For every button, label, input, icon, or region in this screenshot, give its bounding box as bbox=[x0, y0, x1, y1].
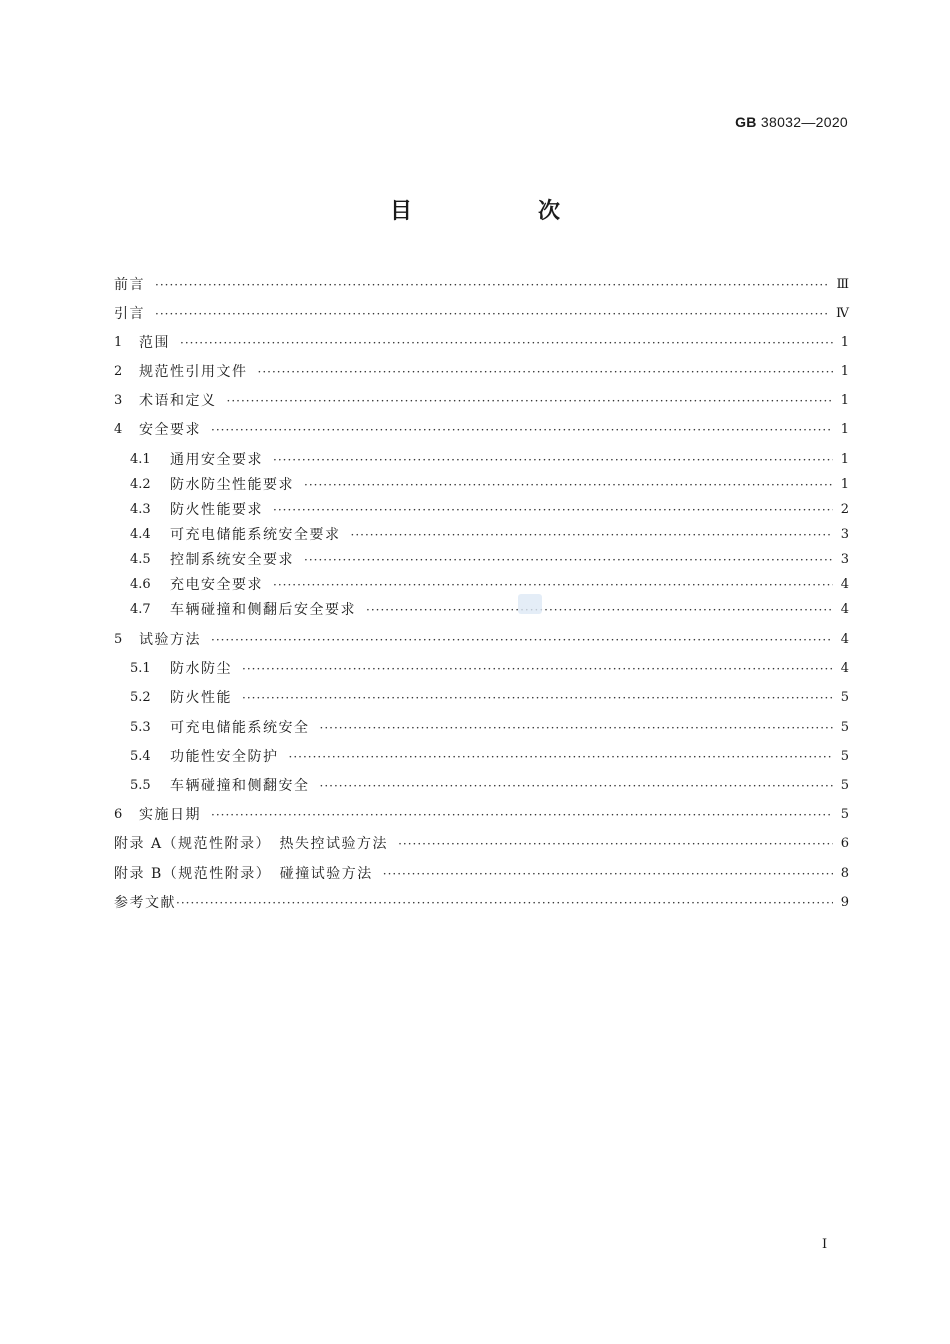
toc-entry-number: 4.1 bbox=[130, 452, 151, 467]
dot-leader bbox=[289, 747, 833, 767]
toc-entry-page: 1 bbox=[840, 477, 849, 492]
toc-entry-page: 1 bbox=[840, 364, 849, 379]
toc-entry[interactable] bbox=[114, 864, 849, 884]
dot-leader bbox=[155, 275, 828, 295]
toc-entry-page: 5 bbox=[840, 807, 849, 822]
toc-entry[interactable] bbox=[114, 333, 849, 353]
toc-entry-page: 5 bbox=[840, 778, 849, 793]
toc-entry[interactable] bbox=[130, 450, 849, 470]
toc-entry[interactable] bbox=[130, 575, 849, 595]
toc-entry-label: 附录 B（规范性附录） 碰撞试验方法 bbox=[114, 866, 373, 882]
toc-entry[interactable] bbox=[130, 475, 849, 495]
toc-entry-label: 附录 A（规范性附录） 热失控试验方法 bbox=[114, 836, 389, 852]
toc-entry-label: 可充电储能系统安全 bbox=[170, 720, 310, 736]
toc-entry[interactable] bbox=[130, 688, 849, 708]
toc-entry-page: 1 bbox=[840, 452, 849, 467]
dot-leader bbox=[383, 864, 833, 884]
toc-entry[interactable] bbox=[130, 776, 849, 796]
toc-entry-label: 防火性能要求 bbox=[170, 502, 263, 518]
toc-entry[interactable] bbox=[114, 391, 849, 411]
dot-leader bbox=[227, 391, 833, 411]
dot-leader bbox=[258, 362, 833, 382]
toc-entry-number: 5 bbox=[114, 632, 123, 647]
toc-entry-page: 1 bbox=[840, 335, 849, 350]
toc-entry-number: 4.4 bbox=[130, 527, 151, 542]
toc-entry-number: 4 bbox=[114, 422, 123, 437]
toc-entry-page: 2 bbox=[840, 502, 849, 517]
toc-entry-number: 5.3 bbox=[130, 720, 151, 735]
toc-entry-page: 4 bbox=[840, 602, 849, 617]
toc-entry-page: 6 bbox=[840, 836, 849, 851]
toc-entry-page: 8 bbox=[840, 866, 849, 881]
dot-leader bbox=[180, 333, 833, 353]
toc-entry-number: 4.6 bbox=[130, 577, 151, 592]
toc-entry-label: 安全要求 bbox=[139, 422, 201, 438]
toc-entry-page: 4 bbox=[840, 577, 849, 592]
dot-leader bbox=[273, 575, 833, 595]
toc-entry[interactable] bbox=[114, 834, 849, 854]
toc-entry[interactable] bbox=[130, 747, 849, 767]
toc-entry-number: 4.5 bbox=[130, 552, 151, 567]
toc-entry-number: 6 bbox=[114, 807, 123, 822]
dot-leader bbox=[320, 718, 833, 738]
toc-entry-label: 参考文献 bbox=[114, 895, 176, 911]
toc-entry-label: 试验方法 bbox=[139, 632, 201, 648]
dot-leader bbox=[242, 688, 833, 708]
toc-entry[interactable] bbox=[114, 893, 849, 913]
toc-entry[interactable] bbox=[130, 550, 849, 570]
toc-entry-page: 5 bbox=[840, 749, 849, 764]
toc-entry-page: 3 bbox=[840, 527, 849, 542]
toc-entry-page: 9 bbox=[840, 895, 849, 910]
toc-entry-page: 1 bbox=[840, 393, 849, 408]
toc-entry-number: 4.3 bbox=[130, 502, 151, 517]
doc-prefix: GB bbox=[735, 114, 757, 130]
doc-number: 38032—2020 bbox=[760, 114, 848, 130]
toc-entry[interactable] bbox=[114, 304, 849, 324]
dot-leader bbox=[351, 525, 833, 545]
page-title: 目 次 bbox=[389, 199, 612, 224]
toc-entry-label: 引言 bbox=[114, 306, 145, 322]
toc-entry[interactable] bbox=[130, 659, 849, 679]
dot-leader bbox=[176, 893, 833, 913]
toc-entry-label: 防火性能 bbox=[170, 690, 232, 706]
toc-entry[interactable] bbox=[130, 500, 849, 520]
toc-entry[interactable] bbox=[114, 275, 849, 295]
toc-entry-label: 车辆碰撞和侧翻后安全要求 bbox=[170, 602, 356, 618]
toc-entry-label: 通用安全要求 bbox=[170, 452, 263, 468]
toc-entry-label: 规范性引用文件 bbox=[139, 364, 248, 380]
toc-entry-page: 5 bbox=[840, 720, 849, 735]
toc-entry[interactable] bbox=[114, 805, 849, 825]
document-code bbox=[735, 114, 848, 130]
dot-leader bbox=[304, 475, 833, 495]
toc-entry-number: 4.7 bbox=[130, 602, 151, 617]
dot-leader bbox=[211, 630, 833, 650]
toc-entry[interactable] bbox=[114, 420, 849, 440]
toc-entry[interactable] bbox=[130, 600, 849, 620]
toc-entry-label: 功能性安全防护 bbox=[170, 749, 279, 765]
dot-leader bbox=[366, 600, 833, 620]
toc-entry[interactable] bbox=[130, 525, 849, 545]
dot-leader bbox=[398, 834, 833, 854]
toc-entry-page: 4 bbox=[840, 632, 849, 647]
watermark-logo bbox=[518, 594, 542, 614]
toc-entry[interactable] bbox=[114, 362, 849, 382]
toc-entry-number: 5.4 bbox=[130, 749, 151, 764]
dot-leader bbox=[155, 304, 828, 324]
toc-entry-number: 2 bbox=[114, 364, 123, 379]
page-number: Ⅰ bbox=[822, 1237, 828, 1252]
toc-entry-label: 防水防尘 bbox=[170, 661, 232, 677]
dot-leader bbox=[304, 550, 833, 570]
toc-entry-page: 3 bbox=[840, 552, 849, 567]
dot-leader bbox=[273, 450, 833, 470]
toc-entry-label: 车辆碰撞和侧翻安全 bbox=[170, 778, 310, 794]
toc-entry-label: 可充电储能系统安全要求 bbox=[170, 527, 341, 543]
toc-entry-number: 5.5 bbox=[130, 778, 151, 793]
dot-leader bbox=[211, 805, 833, 825]
toc-entry-label: 范围 bbox=[139, 335, 170, 351]
toc-entry-number: 1 bbox=[114, 335, 123, 350]
dot-leader bbox=[242, 659, 833, 679]
toc-entry-label: 实施日期 bbox=[139, 807, 201, 823]
toc-entry[interactable] bbox=[130, 718, 849, 738]
toc-entry[interactable] bbox=[114, 630, 849, 650]
toc-entry-number: 5.2 bbox=[130, 690, 151, 705]
dot-leader bbox=[320, 776, 833, 796]
toc-entry-label: 术语和定义 bbox=[139, 393, 217, 409]
toc-entry-number: 4.2 bbox=[130, 477, 151, 492]
toc-entry-page: Ⅲ bbox=[836, 277, 849, 292]
toc-entry-page: Ⅳ bbox=[836, 306, 849, 321]
toc-entry-label: 防水防尘性能要求 bbox=[170, 477, 294, 493]
toc-entry-label: 前言 bbox=[114, 277, 145, 293]
toc-entry-number: 3 bbox=[114, 393, 123, 408]
dot-leader bbox=[211, 420, 833, 440]
dot-leader bbox=[273, 500, 833, 520]
toc-entry-number: 5.1 bbox=[130, 661, 151, 676]
toc-entry-label: 充电安全要求 bbox=[170, 577, 263, 593]
toc-entry-page: 1 bbox=[840, 422, 849, 437]
toc-entry-page: 4 bbox=[840, 661, 849, 676]
toc-entry-page: 5 bbox=[840, 690, 849, 705]
toc-entry-label: 控制系统安全要求 bbox=[170, 552, 294, 568]
